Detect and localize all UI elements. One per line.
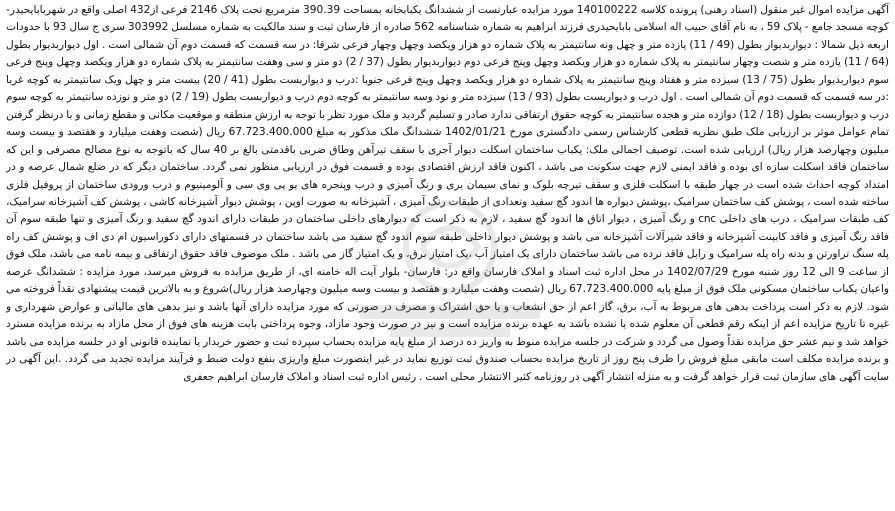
auction-notice-text: آگهی مزایده اموال غیر منقول (اسناد رهنی) پرونده کلاسه 140100222 مورد مزایده عبارتست از ششدانگ یکبابخانه بمساحت 390.39 مترمربع تحت پلاک 2146 فرعی از432 اصلی واقع در شهربابایحیدر-کوچه مسجد جامع - پلاک 59 ، به نام آقای حبیب اله اسلامی بابایحیدری فرزند ابراهیم به شماره شناسنامه 562 صادره از فارسان ثبت و سند مالکیت به شماره مسلسل 303992 سری ج سال 93 با حدودات اربعه ذیل شمالا : دیواربدیوار بطول (49 / 11) یازده متر و چهل ونه سانتیمتر به پلاک شماره دو هزار ویکصد وچهل وچهار فرعی شرقا: در سه قسمت که قسمت دوم آن شمالی است . اول دیواربدیوار بطول (64 / 11) یازده متر و شصت وچهار سانتیمتر به پلاک شماره دو هزار ویکصد وچهل وپنج فرعی دوم دیواربدیوار بطول (37 / 2) دو متر و سی وهفت سانتیمتر به پلاک شماره دو هزار ویکصد وچهل وپنج فرعی سوم دیواربدیوار بطول (75 / 13) سیزده متر و هفتاد وپنج سانتیمتر به پلاک شماره دو هزار ویکصد وچهل وپنج فرعی جنوبا :درب و دیواربست بطول (41 / 20) بیست متر و چهل ویک سانتیمتر به کوچه غربا :در سه قسمت که قسمت دوم آن شمالی است . اول درب و دیواربست بطول (93 / 13) سیزده متر و نود وسه سانتیمتر به کوچه دوم درب و دیواربست بطول (19 / 2) دو متر و نوزده سانتیمتر به کوچه سوم درب و دیواربست بطول (18 / 12) دوازده متر و هجده سانتیمتر به کوچه حقوق ارتفاقی ندارد صادر و تسلیم گردید و ملک مورد نظر با توجه به ارزش منطقه و موقعیت مکانی و مقطع زمانی و با درنظر گرفتن تمام عوامل موثر بر ارزیابی ملک طبق نظریه قطعی کارشناس رسمی دادگستری مورخ 1402/01/21 ششدانگ ملک مذکور به مبلغ 67.723.400.000 ریال (شصت وهفت میلیارد و هفتصد و بیست وسه میلیون وچهارصد هزار ریال) ارزیابی شده است. توصیف اجمالی ملک: یکباب ساختمان اسکلت دیوار آجری با سقف تیرآهن وطاق ضربی باقدمتی بالغ بر 40 سال که باتوجه به نوع مصالح مصرفی و این که ساختمان فاقد اسکلت سازه ای بوده و فاقد ایمنی لازم جهت سکونت می باشد ، اکنون فاقد ارزش اقتصادی بوده و قسمت فوق در ارزیابی منظور نمی گردد. ساختمان دیگر که در ضلع شمال عرصه و در امتداد کوچه احداث شده است در چهار طبقه با اسکلت فلزی و سقف تیرچه بلوک و نمای سیمان بری و رنگ آمیزی و درب وپنجره های یو پی وی سی و آلومینیوم و درب ورودی ساختمان از پروفیل فلزی ساخته شده است ، پوشش کف ساختمان سرامیک ،پوشش دیواره ها اندود گچ سفید وتعدادی از طبقات رنگ آمیزی ، آشپزخانه به صورت اوپن ، پوشش دیوار آشپزخانه کاشی ، پوشش کف آشپزخانه سرامیک، کف طبقات سرامیک ، درب های داخلی cnc و رنگ آمیزی ، دیوار اتاق ها اندود گچ سفید ، لازم به ذکر است که دیوارهای داخلی ساختمان در طبقات دارای اندود گچ سفید و رنگ آمیزی و تنها طبقه سوم آن فاقد رنگ آمیزی و فاقد کابینت آشپزخانه و فاقد شیرآلات آشپزخانه می باشد و پوشش دیوار داخلی طبقه سوم اندود گچ سفید می باشد ساختمان در قسمتهای دارای دکوراسیون ام دی اف و پوشش کف راه پله سنگ تراورتن و بدنه راه پله سرامیک و رابل فاقد نرده می باشد ساختمان دارای یک امتیاز آب ،یک امتیاز برق، و یک امتیاز گاز می باشد . ملک موصوف فاقد حقوق ارتفاقی و بیمه نامه می باشد، ملک فوق از ساعت 9 الی 12 روز شنبه مورخ 1402/07/29 در محل اداره ثبت اسناد و املاک فارسان واقع در: فارسان- بلوار آیت اله خامنه ای، از طریق مزایده به فروش میرسد، مورد مزایده : ششدانگ عرصه واعیان یکباب ساختمان مسکونی ملک فوق از مبلغ پایه 67.723.400.000 ریال (شصت وهفت میلیارد و هفتصد و بیست وسه میلیون وچهارصد هزار ریال)شروع و به بالاترین قیمت پیشنهادی نقداً فروخته می شود. لازم به ذکر است پرداخت بدهی های مربوط به آب، برق، گاز اعم از حق انشعاب و یا حق اشتراک و مصرف در صورتی که مورد مزایده دارای آنها باشد و نیز بدهی های مالیاتی و عوارض شهرداری و غیره تا تاریخ مزایده اعم از اینکه رقم قطعی آن معلوم شده یا نشده باشد به عهده برنده مزایده است و نیز در صورت وجود مازاد، وجوه پرداختی بابت هزینه های فوق از محل مازاد به برنده مزایده مسترد خواهد شد و نیم عشر حق مزایده نقداً وصول می گردد و شرکت در جلسه مزایده منوط به واریز ده درصد از مبلغ پایه مزایده بحساب سپرده ثبت و حضور خریدار یا نماینده قانونی او در جلسه مزایده می باشد و برنده مزایده مکلف است مابقی مبلغ فروش را ظرف پنج روز از تاریخ مزایده بحساب صندوق ثبت توزیع نماید در غیر اینصورت مبلغ واریزی بنفع دولت ضبط و فرآیند مزایده تجدید می گردد. .این آگهی در سایت آگهی های سازمان ثبت قرار خواهد گرفت و به منزله انتشار آگهی در روزنامه کثیر الانتشار محلی است . رئیس اداره ثبت اسناد و املاک فارسان ابراهیم جعفری — [6, 4, 889, 383]
